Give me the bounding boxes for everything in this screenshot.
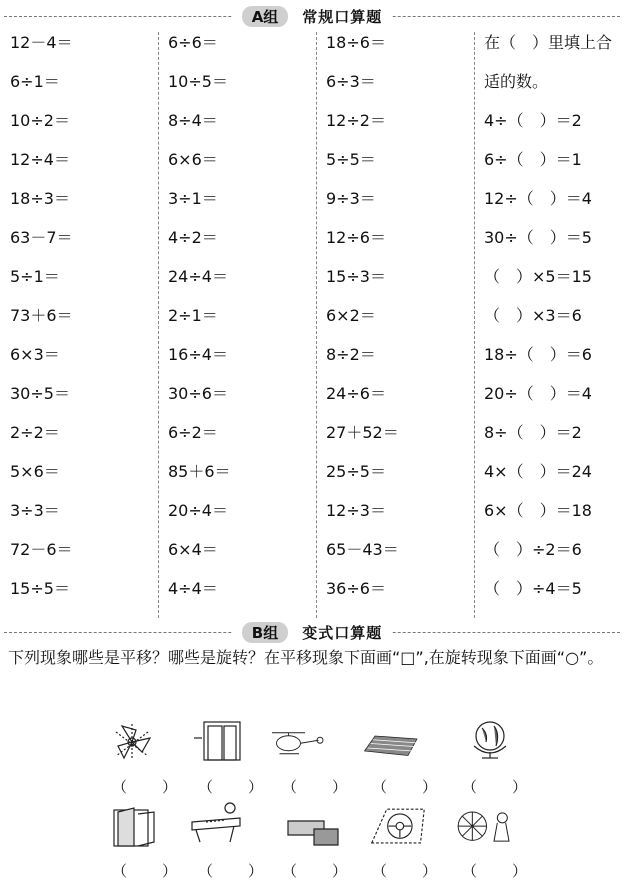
problem-column-1	[10, 28, 160, 622]
problem-item: 20÷4＝	[168, 501, 228, 520]
problem-item: （ ）×5＝15	[484, 267, 592, 286]
problem-item: （ ）÷4＝5	[484, 579, 582, 598]
problem-item: 30÷（ ）＝5	[484, 228, 592, 247]
group-b-badge: B组	[242, 622, 288, 643]
problem-item: 63－7＝	[10, 228, 73, 247]
problem-column-3	[326, 28, 476, 622]
problem-item: 12÷2＝	[326, 111, 386, 130]
problem-item: 9÷3＝	[326, 189, 376, 208]
problem-item: 5÷1＝	[10, 267, 60, 286]
problem-item: 20÷（ ）＝4	[484, 384, 592, 403]
problem-item: 24÷6＝	[326, 384, 386, 403]
column-divider	[316, 32, 317, 618]
problem-item: 6×（ ）＝18	[484, 501, 592, 520]
problem-item: 12÷6＝	[326, 228, 386, 247]
problem-item: 8÷4＝	[168, 111, 218, 130]
problem-item: 5÷5＝	[326, 150, 376, 169]
problem-item: 5×6＝	[10, 462, 60, 481]
section-b-label	[232, 622, 392, 643]
problem-item: 18÷3＝	[10, 189, 70, 208]
problem-item: 2÷2＝	[10, 423, 60, 442]
answer-blank[interactable]: （ ）	[282, 778, 358, 796]
answer-blank[interactable]: （ ）	[198, 778, 274, 796]
group-a-badge: A组	[242, 6, 289, 27]
problem-item: 27＋52＝	[326, 423, 399, 442]
column-divider	[158, 32, 159, 618]
problem-item: 3÷1＝	[168, 189, 218, 208]
problem-item: 4×（ ）＝24	[484, 462, 592, 481]
answer-blank[interactable]: （ ）	[282, 862, 358, 880]
problem-item: 4÷2＝	[168, 228, 218, 247]
problem-item: 6÷1＝	[10, 72, 60, 91]
problem-item: 适的数。	[484, 72, 549, 91]
problem-item: 12÷3＝	[326, 501, 386, 520]
problem-item: 2÷1＝	[168, 306, 218, 325]
problem-item: 36÷6＝	[326, 579, 386, 598]
helicopter-icon	[266, 718, 326, 764]
abacus-icon	[360, 722, 420, 768]
problem-item: 4÷（ ）＝2	[484, 111, 582, 130]
problem-item: 6÷2＝	[168, 423, 218, 442]
problem-item: （ ）×3＝6	[484, 306, 582, 325]
problem-item: 10÷5＝	[168, 72, 228, 91]
chair-lift-icon	[186, 800, 246, 846]
section-b-title: 变式口算题	[302, 623, 383, 642]
section-a-label	[232, 6, 393, 27]
problem-item: 15÷3＝	[326, 267, 386, 286]
problem-item: 15÷5＝	[10, 579, 70, 598]
answer-blank[interactable]: （ ）	[462, 862, 538, 880]
problem-item: （ ）÷2＝6	[484, 540, 582, 559]
problem-item: 6÷（ ）＝1	[484, 150, 582, 169]
answer-blank[interactable]: （ ）	[112, 778, 188, 796]
problem-item: 72－6＝	[10, 540, 73, 559]
problem-item: 65－43＝	[326, 540, 399, 559]
problem-item: 10÷2＝	[10, 111, 70, 130]
answer-blank[interactable]: （ ）	[462, 778, 538, 796]
drawer-icon	[284, 808, 344, 854]
steering-wheel-icon	[368, 804, 428, 850]
problem-item: 16÷4＝	[168, 345, 228, 364]
problem-item: 6÷3＝	[326, 72, 376, 91]
problem-item: 12÷（ ）＝4	[484, 189, 592, 208]
spinning-wheel-icon	[454, 804, 514, 850]
problem-item: 6×3＝	[10, 345, 60, 364]
mental-math-grid	[0, 28, 624, 622]
problem-item: 12－4＝	[10, 33, 73, 52]
problem-column-2	[168, 28, 318, 622]
problem-item: 25÷5＝	[326, 462, 386, 481]
section-a-header	[0, 4, 624, 28]
problem-item: 18÷6＝	[326, 33, 386, 52]
problem-item: 73＋6＝	[10, 306, 73, 325]
problem-item: 12÷4＝	[10, 150, 70, 169]
problem-item: 30÷5＝	[10, 384, 70, 403]
problem-item: 6×6＝	[168, 150, 218, 169]
answer-blank[interactable]: （ ）	[372, 778, 448, 796]
problem-column-4	[484, 28, 624, 622]
answer-blank[interactable]: （ ）	[112, 862, 188, 880]
globe-icon	[460, 716, 520, 762]
problem-item: 6×4＝	[168, 540, 218, 559]
answer-blank[interactable]: （ ）	[198, 862, 274, 880]
answer-blank[interactable]: （ ）	[372, 862, 448, 880]
section-a-title: 常规口算题	[302, 7, 383, 26]
section-b-header	[0, 620, 624, 644]
pinwheel-icon	[102, 718, 162, 764]
problem-item: 在（ ）里填上合	[484, 33, 613, 52]
problem-item: 6÷6＝	[168, 33, 218, 52]
problem-item: 85＋6＝	[168, 462, 231, 481]
problem-item: 24÷4＝	[168, 267, 228, 286]
problem-item: 3÷3＝	[10, 501, 60, 520]
problem-item: 30÷6＝	[168, 384, 228, 403]
problem-item: 4÷4＝	[168, 579, 218, 598]
problem-item: 8÷（ ）＝2	[484, 423, 582, 442]
problem-item: 6×2＝	[326, 306, 376, 325]
problem-item: 18÷（ ）＝6	[484, 345, 592, 364]
sliding-door-icon	[190, 718, 250, 764]
instruction-text: 下列现象哪些是平移？哪些是旋转？在平移现象下面画“□”,在旋转现象下面画“○”。	[8, 648, 604, 667]
column-divider	[474, 32, 475, 618]
problem-item: 8÷2＝	[326, 345, 376, 364]
door-icon	[104, 804, 164, 850]
